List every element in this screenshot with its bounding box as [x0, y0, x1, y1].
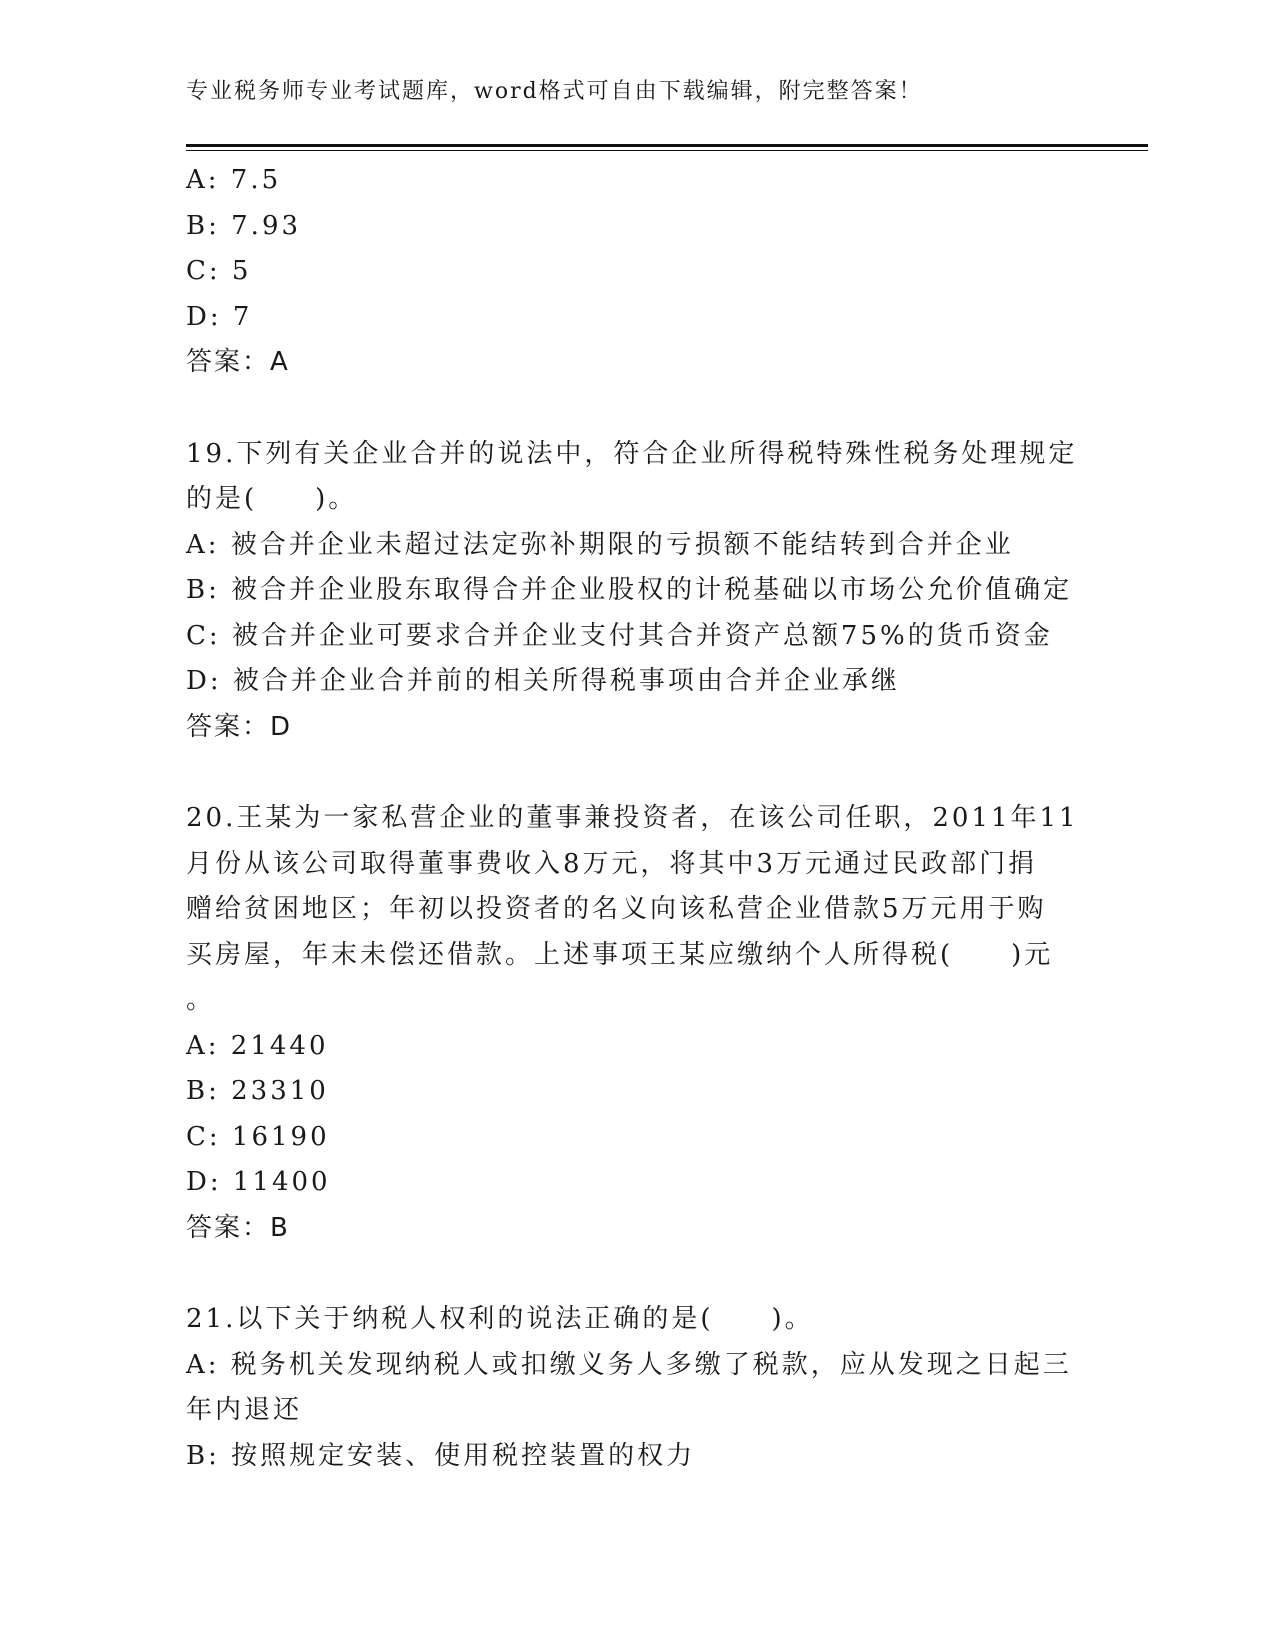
question-stem: 21.以下关于纳税人权利的说法正确的是( )。 — [186, 1304, 814, 1334]
prev-question-options — [186, 158, 1086, 386]
option-c: C: 16190 — [186, 1121, 330, 1152]
question-stem: 。 — [186, 985, 216, 1015]
spacer — [186, 750, 1086, 796]
question-content — [186, 158, 1086, 1479]
question-stem: 买房屋，年末未偿还借款。上述事项王某应缴纳个人所得税( )元 — [186, 939, 1054, 970]
question-20 — [186, 796, 1086, 1251]
answer-line: 答案：B — [186, 1212, 290, 1243]
header-rule-thin — [186, 150, 1148, 151]
option-b: B: 7.93 — [186, 210, 302, 241]
spacer — [186, 1251, 1086, 1297]
option-d: D: 被合并企业合并前的相关所得税事项由合并企业承继 — [186, 666, 900, 696]
answer-line: 答案：A — [186, 347, 290, 377]
option-a: A: 被合并企业未超过法定弥补期限的亏损额不能结转到合并企业 — [186, 529, 1014, 560]
question-stem: 19.下列有关企业合并的说法中，符合企业所得税特殊性税务处理规定 — [186, 438, 1078, 469]
option-a: A: 税务机关发现纳税人或扣缴义务人多缴了税款，应从发现之日起三 — [186, 1349, 1072, 1380]
spacer — [186, 386, 1086, 432]
question-stem: 月份从该公司取得董事费收入8万元，将其中3万元通过民政部门捐 — [186, 848, 1038, 879]
question-stem: 赠给贫困地区；年初以投资者的名义向该私营企业借款5万元用于购 — [186, 894, 1047, 924]
option-b: B: 按照规定安装、使用税控装置的权力 — [186, 1440, 696, 1471]
option-b: B: 23310 — [186, 1076, 329, 1106]
option-d: D: 11400 — [186, 1167, 331, 1197]
option-c: C: 5 — [186, 256, 252, 286]
page-header: 专业税务师专业考试题库，word格式可自由下载编辑，附完整答案！ — [186, 79, 923, 104]
option-a-continued: 年内退还 — [186, 1395, 303, 1425]
answer-line: 答案：D — [186, 711, 293, 742]
option-a: A: 7.5 — [186, 165, 282, 195]
option-b: B: 被合并企业股东取得合并企业股权的计税基础以市场公允价值确定 — [186, 575, 1073, 605]
option-d: D: 7 — [186, 301, 253, 332]
option-c: C: 被合并企业可要求合并企业支付其合并资产总额75%的货币资金 — [186, 620, 1053, 651]
header-rule — [186, 144, 1148, 147]
question-21 — [186, 1297, 1086, 1479]
question-stem: 20.王某为一家私营企业的董事兼投资者，在该公司任职，2011年11 — [186, 803, 1079, 833]
question-stem: 的是( )。 — [186, 484, 358, 514]
question-19 — [186, 432, 1086, 751]
option-a: A: 21440 — [186, 1030, 329, 1061]
